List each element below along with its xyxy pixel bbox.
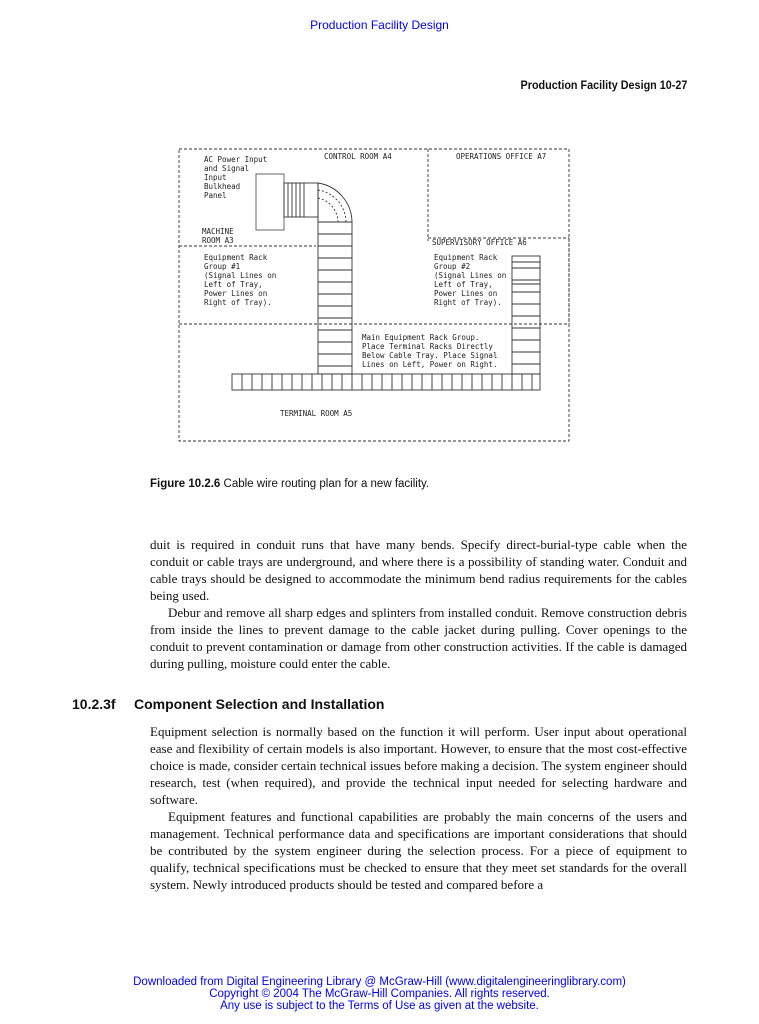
ac-power-label-3: Input <box>204 173 227 182</box>
section-heading <box>72 696 692 712</box>
body-block-2 <box>150 723 687 893</box>
section-title: Component Selection and Installation <box>134 696 385 712</box>
main-rack-label-2: Place Terminal Racks Directly <box>362 342 493 351</box>
running-head: Production Facility Design 10-27 <box>520 78 687 92</box>
caption-text: Cable wire routing plan for a new facility. <box>223 478 430 490</box>
floor-plan-diagram <box>176 146 574 446</box>
figure-caption <box>150 478 429 490</box>
footer[interactable] <box>0 976 759 1012</box>
machine-room-label-1: MACHINE <box>202 227 234 236</box>
ac-power-label-1: AC Power Input <box>204 155 268 164</box>
rack-group-1-label-1: Equipment Rack <box>204 253 268 262</box>
paragraph: Equipment features and functional capabilities are probably the main concerns of the users and management. Technical performance data and specifications are important considerations that should be contributed by the system engineer during the selection process. For a piece of equipment to qualify, technical specifications must be checked to ensure that they meet set standards for the overall system. Newly introduced products should be tested and compared before a <box>150 809 687 892</box>
main-rack-label-1: Main Equipment Rack Group. <box>362 333 480 342</box>
bulkhead-panel <box>256 174 284 230</box>
body-block-1 <box>150 536 687 672</box>
rack-group-1-label-6: Right of Tray). <box>204 298 272 307</box>
rack-group-2-label-1: Equipment Rack <box>434 253 498 262</box>
cable-routing-figure <box>176 146 574 446</box>
machine-room-label-2: ROOM A3 <box>202 236 234 245</box>
main-rack-label-3: Below Cable Tray. Place Signal <box>362 351 498 360</box>
vertical-tray-right <box>512 256 540 374</box>
footer-download-link: Downloaded from Digital Engineering Library @ McGraw-Hill (www.digitalengineeringlibrary.com) <box>133 976 626 988</box>
horizontal-tray <box>232 374 540 390</box>
rack-group-1-label-4: Left of Tray, <box>204 280 263 289</box>
ac-power-label-5: Panel <box>204 191 227 200</box>
supervisory-office-label: SUPERVISORY OFFICE A6 <box>432 238 527 247</box>
control-room-label: CONTROL ROOM A4 <box>324 152 392 161</box>
footer-copyright: Copyright © 2004 The McGraw-Hill Companies. All rights reserved. <box>209 988 550 1000</box>
rack-group-2-label-6: Right of Tray). <box>434 298 502 307</box>
vertical-tray-left <box>318 222 352 374</box>
rack-group-1-label-3: (Signal Lines on <box>204 271 277 280</box>
section-number: 10.2.3f <box>72 696 116 712</box>
main-rack-label-4: Lines on Left, Power on Right. <box>362 360 498 369</box>
footer-terms: Any use is subject to the Terms of Use as given at the website. <box>220 1000 539 1012</box>
operations-office-label: OPERATIONS OFFICE A7 <box>456 152 547 161</box>
rack-group-1-label-5: Power Lines on <box>204 289 268 298</box>
ac-power-label-4: Bulkhead <box>204 182 241 191</box>
rack-group-2-label-4: Left of Tray, <box>434 280 493 289</box>
top-link[interactable]: Production Facility Design <box>310 18 449 32</box>
rack-group-2-label-2: Group #2 <box>434 262 471 271</box>
caption-label: Figure 10.2.6 <box>150 478 221 490</box>
rack-group-2-label-3: (Signal Lines on <box>434 271 507 280</box>
rack-group-1-label-2: Group #1 <box>204 262 241 271</box>
paragraph: Debur and remove all sharp edges and splinters from installed conduit. Remove construction debris from inside the lines to prevent damage to the cable jacket during pulling. Cover openings to the conduit to prevent contamination or damage from other construction activities. If the cable is damaged during pulling, moisture could enter the cable. <box>150 605 687 671</box>
rack-group-2-label-5: Power Lines on <box>434 289 498 298</box>
paragraph: Equipment selection is normally based on the function it will perform. User input about operational ease and flexibility of certain models is also important. However, to ensure that the most cost-effective choice is made, consider certain technical issues before making a decision. The system engineer should research, test (when required), and provide the technical input needed for selecting hardware and software. <box>150 724 687 807</box>
terminal-room-label: TERMINAL ROOM A5 <box>280 409 353 418</box>
paragraph: duit is required in conduit runs that have many bends. Specify direct-burial-type cable when the conduit or cable trays are underground, and where there is a possibility of standing water. Conduit and cable trays should be designed to accommodate the minimum bend radius requirements for the cables being used. <box>150 537 687 603</box>
ac-power-label-2: and Signal <box>204 164 250 173</box>
